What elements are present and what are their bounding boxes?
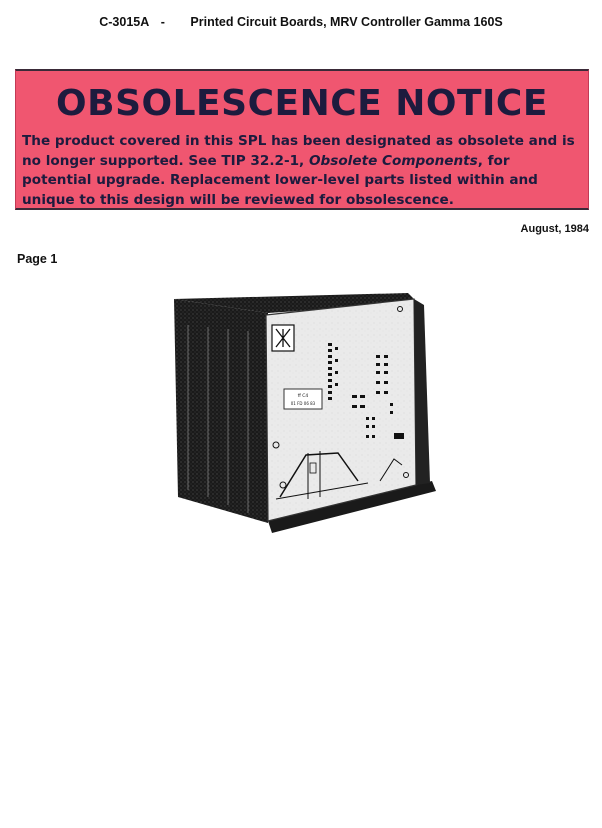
controller-unit-photo [168,285,440,535]
label-box [284,389,322,409]
notice-body [22,132,582,210]
page-number: Page 1 [17,252,58,266]
header-separator: - [160,15,165,29]
notice-text-before: The product covered in this SPL has been designated as obsolete and is no longer supported. See TIP 32.2-1, [22,133,575,169]
svg-text:01 FD 06 83: 01 FD 06 83 [290,401,316,406]
document-header [0,15,602,29]
document-title: Printed Circuit Boards, MRV Controller Gamma 160S [190,15,503,29]
notice-reference-link: Obsolete Components [308,152,478,169]
notice-text-after: , for potential upgrade. Replacement lower-level parts listed within and unique to this design will be reviewed for obsolescence. [22,152,538,208]
notice-title: OBSOLESCENCE NOTICE [56,83,548,124]
obsolescence-notice-banner [15,69,589,210]
document-date: August, 1984 [520,223,589,235]
svg-text:ff C4: ff C4 [297,394,309,399]
document-code: C-3015A [99,15,150,29]
